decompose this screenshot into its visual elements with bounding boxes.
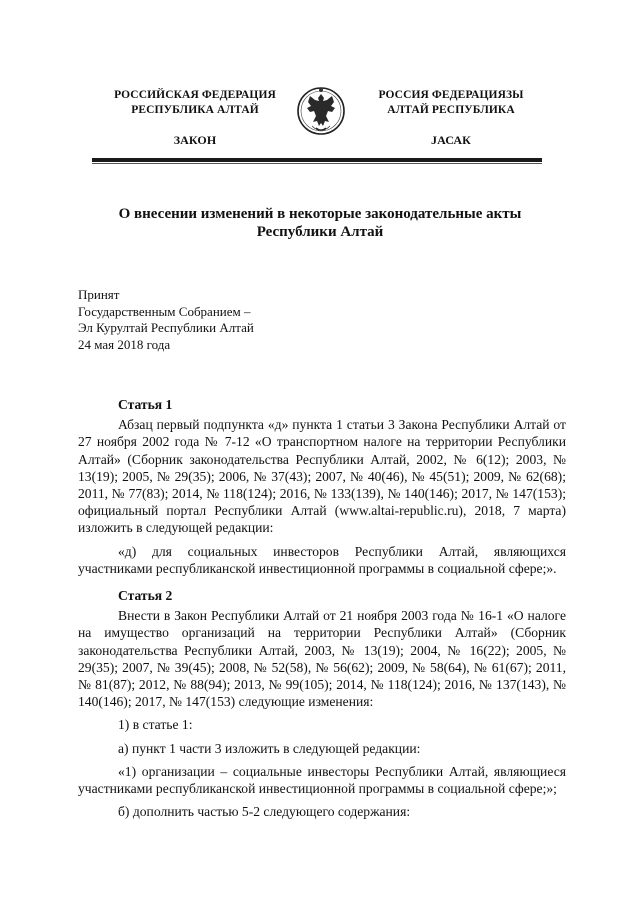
header-divider-thick bbox=[92, 158, 542, 162]
header-divider-thin bbox=[92, 163, 542, 164]
article-2-heading: Статья 2 bbox=[118, 588, 173, 604]
header-right-republic: АЛТАЙ РЕСПУБЛИКА bbox=[387, 104, 515, 116]
header-left-law: ЗАКОН bbox=[173, 133, 217, 147]
header-right-country: РОССИЯ ФЕДЕРАЦИЯЗЫ bbox=[378, 89, 524, 101]
article-2-paragraph-1: Внести в Закон Республики Алтай от 21 ноября 2003 года № 16-1 «О налоге на имущество организаций на территории Республики Алтай» (Сборник законодательства Республики Алтай, 2003, № 13(19); 2004, № 16(22); 2005, № 29(35); 2007, № 39(45); 2008, № 52(58), № 56(62); 2009, № 58(64), № 61(67); 2011, № 81(87); 2012, № 88(94); 2013, № 99(105); 2014, № 118(124); 2016, № 137(143), № 140(146); 2017, № 147(153) следующие изменения: bbox=[78, 608, 566, 710]
document-body bbox=[78, 396, 566, 826]
document-title-line1: О внесении изменений в некоторые законодательные акты bbox=[118, 206, 522, 222]
adoption-line1: Принят bbox=[78, 287, 120, 302]
header-left-republic: РЕСПУБЛИКА АЛТАЙ bbox=[131, 104, 259, 116]
article-2-item-b: б) дополнить частью 5-2 следующего содержания: bbox=[118, 804, 411, 820]
article-1-heading: Статья 1 bbox=[118, 397, 173, 412]
article-1-paragraph-1: Абзац первый подпункта «д» пункта 1 статьи 3 Закона Республики Алтай от 27 ноября 2002 года № 7-12 «О транспортном налоге на территории Республики Алтай» (Сборник законодательства Республики Алтай, 2002, № 6(12); 2003, № 13(19); 2005, № 29(35); 2006, № 37(43); 2007, № 40(46), № 45(51); 2009, № 62(68); 2011, № 77(83); 2014, № 118(124); 2016, № 133(139), № 140(146); 2017, № 147(153); официальный портал Республики Алтай (www.altai-republic.ru), 2018, 7 марта) изложить в следующей редакции: bbox=[78, 417, 566, 536]
adoption-note bbox=[78, 287, 254, 353]
document-title-line2: Республики Алтай bbox=[256, 224, 384, 240]
article-2-quote-1: «1) организации – социальные инвесторы Республики Алтай, являющиеся участниками республиканской инвестиционной программы в социальной сфере;»; bbox=[78, 763, 566, 797]
document-title bbox=[60, 205, 580, 241]
article-1-paragraph-2: «д) для социальных инвесторов Республики Алтай, являющихся участниками республиканской инвестиционной программы в социальной сфере;». bbox=[78, 543, 566, 576]
adoption-date: 24 мая 2018 года bbox=[78, 336, 171, 352]
adoption-line3: Эл Курултай Республики Алтай bbox=[78, 320, 254, 335]
header-right bbox=[356, 88, 546, 148]
coat-of-arms-icon bbox=[296, 82, 346, 140]
header-left bbox=[100, 88, 290, 148]
article-2-item-a: а) пункт 1 части 3 изложить в следующей редакции: bbox=[118, 740, 421, 756]
header-left-country: РОССИЙСКАЯ ФЕДЕРАЦИЯ bbox=[114, 89, 276, 101]
adoption-line2: Государственным Собранием – bbox=[78, 303, 251, 319]
article-2-item-1: 1) в статье 1: bbox=[118, 717, 193, 733]
header-right-law: JАСАК bbox=[430, 133, 471, 147]
